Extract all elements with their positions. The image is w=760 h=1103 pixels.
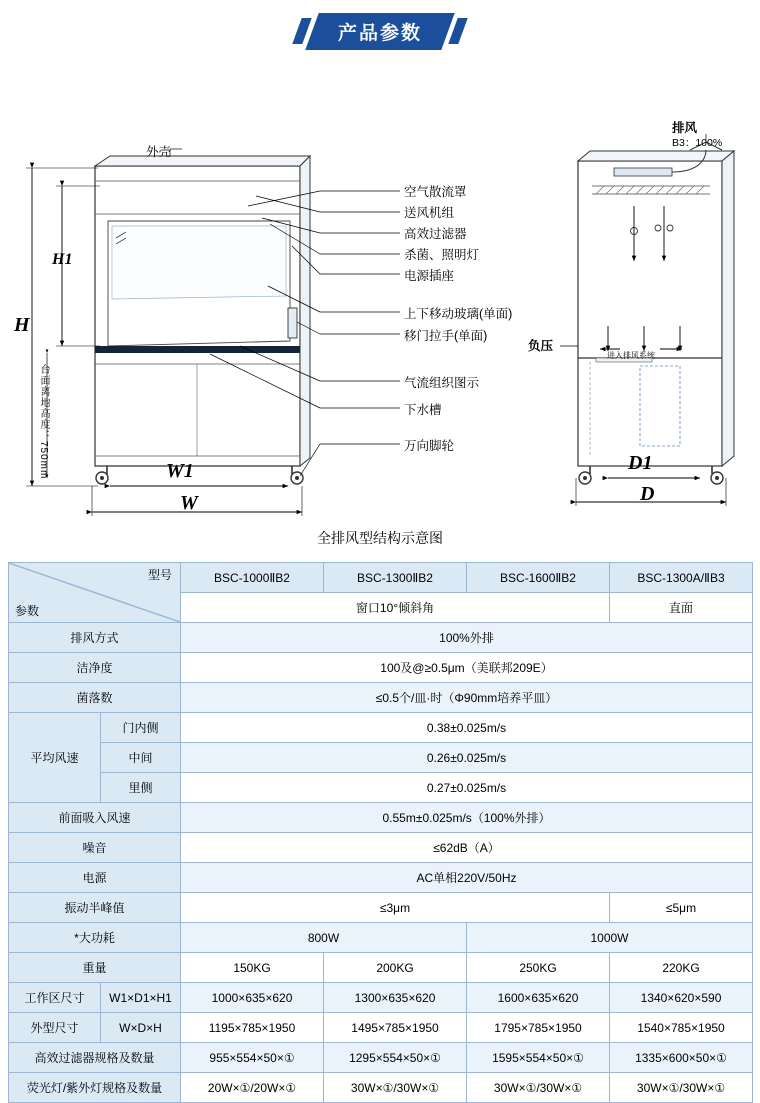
- table-row-sublabel: 中间: [101, 743, 181, 773]
- table-cell: 1000×635×620: [181, 983, 324, 1013]
- table-row: [9, 893, 753, 923]
- table-cell: 窗口10°倾斜角: [181, 593, 610, 623]
- page-header: [0, 0, 760, 46]
- diagram-caption: 全排风型结构示意图: [317, 530, 443, 546]
- table-cell: 1795×785×1950: [467, 1013, 610, 1043]
- label-shell: 外壳: [146, 145, 172, 159]
- table-cell: ≤0.5个/皿·时（Φ90mm培养平皿）: [181, 683, 753, 713]
- table-cell: 1335×600×50×①: [610, 1043, 753, 1073]
- table-cell: 250KG: [467, 953, 610, 983]
- dim-H1: H1: [52, 251, 73, 268]
- table-cell: 1540×785×1950: [610, 1013, 753, 1043]
- label-door-handle: 移门拉手(单面): [404, 329, 488, 343]
- table-cell: 1300×635×620: [324, 983, 467, 1013]
- table-row: [9, 803, 753, 833]
- label-hepa-filter: 高效过滤器: [404, 227, 467, 241]
- table-row: [9, 623, 753, 653]
- table-row-label: 重量: [9, 953, 181, 983]
- table-row-label: *大功耗: [9, 923, 181, 953]
- label-sliding-glass: 上下移动玻璃(单面): [404, 307, 513, 321]
- table-cell: 100%外排: [181, 623, 753, 653]
- table-row-label: 平均风速: [9, 713, 101, 803]
- label-exhaust-top: 排风: [672, 121, 698, 135]
- table-cell: 0.38±0.025m/s: [181, 713, 753, 743]
- spec-table: [8, 562, 753, 1103]
- table-cell: 220KG: [610, 953, 753, 983]
- page-title: [305, 13, 454, 50]
- table-row-label: 电源: [9, 863, 181, 893]
- table-row: [9, 743, 753, 773]
- label-exhaust-percent: B3：100%: [672, 137, 723, 149]
- table-cell: 1195×785×1950: [181, 1013, 324, 1043]
- table-row: [9, 833, 753, 863]
- table-cell: 0.55m±0.025m/s（100%外排）: [181, 803, 753, 833]
- table-row-label: 前面吸入风速: [9, 803, 181, 833]
- dim-D1: D1: [628, 452, 653, 474]
- table-row-sublabel: 里侧: [101, 773, 181, 803]
- dim-H: H: [14, 314, 30, 336]
- table-row: [9, 1043, 753, 1073]
- table-row-label: 工作区尺寸: [9, 983, 101, 1013]
- table-row: [9, 683, 753, 713]
- table-header-row: [9, 563, 753, 593]
- table-cell: AC单相220V/50Hz: [181, 863, 753, 893]
- table-cell: 0.26±0.025m/s: [181, 743, 753, 773]
- dim-W1: W1: [166, 460, 194, 482]
- label-power-socket: 电源插座: [404, 269, 455, 283]
- dim-W: W: [180, 492, 198, 514]
- table-cell: 1495×785×1950: [324, 1013, 467, 1043]
- page-title-text: 产品参数: [337, 22, 422, 44]
- label-negative-pressure: 负压: [528, 339, 554, 353]
- table-cell: ≤62dB（A）: [181, 833, 753, 863]
- table-row: [9, 653, 753, 683]
- table-row-sublabel: W1×D1×H1: [101, 983, 181, 1013]
- table-cell: 1000W: [467, 923, 753, 953]
- label-into-exhaust-system: 进入排风系统: [607, 351, 655, 360]
- table-cell: 150KG: [181, 953, 324, 983]
- table-row: [9, 773, 753, 803]
- table-cell: 1600×635×620: [467, 983, 610, 1013]
- table-model-header: BSC-1300ⅡB2: [324, 563, 467, 593]
- table-cell: 30W×①/30W×①: [610, 1073, 753, 1103]
- table-cell: 800W: [181, 923, 467, 953]
- label-blower: 送风机组: [404, 206, 455, 220]
- table-cell: 30W×①/30W×①: [324, 1073, 467, 1103]
- table-row: [9, 1013, 753, 1043]
- table-row: [9, 923, 753, 953]
- table-cell: 0.27±0.025m/s: [181, 773, 753, 803]
- table-row-label: 菌落数: [9, 683, 181, 713]
- table-cell: 直面: [610, 593, 753, 623]
- table-cell: ≤5μm: [610, 893, 753, 923]
- table-row-label: 洁净度: [9, 653, 181, 683]
- table-cell: 955×554×50×①: [181, 1043, 324, 1073]
- table-cell: 1295×554×50×①: [324, 1043, 467, 1073]
- dim-D: D: [640, 483, 655, 505]
- table-cell: 1340×620×590: [610, 983, 753, 1013]
- table-row: [9, 1073, 753, 1103]
- table-cell: ≤3μm: [181, 893, 610, 923]
- table-cell: 100及@≥0.5μm（美联邦209E）: [181, 653, 753, 683]
- table-model-header: BSC-1600ⅡB2: [467, 563, 610, 593]
- structure-diagram: [0, 46, 760, 526]
- table-row-sublabel: W×D×H: [101, 1013, 181, 1043]
- table-cell: 1595×554×50×①: [467, 1043, 610, 1073]
- table-row-label: 排风方式: [9, 623, 181, 653]
- label-air-diffuser: 空气散流罩: [404, 185, 467, 199]
- table-row: [9, 983, 753, 1013]
- table-cell: 200KG: [324, 953, 467, 983]
- table-corner-cell: 型号 参数: [9, 563, 181, 623]
- table-row-label: 外型尺寸: [9, 1013, 101, 1043]
- table-model-header: BSC-1000ⅡB2: [181, 563, 324, 593]
- spec-table-wrap: [0, 562, 760, 1103]
- label-worktop-height: 台面离地高度：750mm: [38, 364, 49, 480]
- table-cell: 30W×①/30W×①: [467, 1073, 610, 1103]
- table-cell: 20W×①/20W×①: [181, 1073, 324, 1103]
- table-row-label: 噪音: [9, 833, 181, 863]
- table-row: [9, 953, 753, 983]
- table-row-label: 荧光灯/紫外灯规格及数量: [9, 1073, 181, 1103]
- table-row: [9, 863, 753, 893]
- label-caster: 万向脚轮: [404, 439, 455, 453]
- table-model-header: BSC-1300A/ⅡB3: [610, 563, 753, 593]
- table-row-label: 振动半峰值: [9, 893, 181, 923]
- table-row: [9, 713, 753, 743]
- table-row-sublabel: 门内侧: [101, 713, 181, 743]
- table-row-label: 高效过滤器规格及数量: [9, 1043, 181, 1073]
- label-airflow-pattern: 气流组织图示: [404, 376, 480, 390]
- label-uv-lamp: 杀菌、照明灯: [404, 248, 480, 262]
- label-drain: 下水槽: [404, 403, 442, 417]
- spec-table-body: [9, 563, 753, 1103]
- header-banner: [292, 13, 468, 50]
